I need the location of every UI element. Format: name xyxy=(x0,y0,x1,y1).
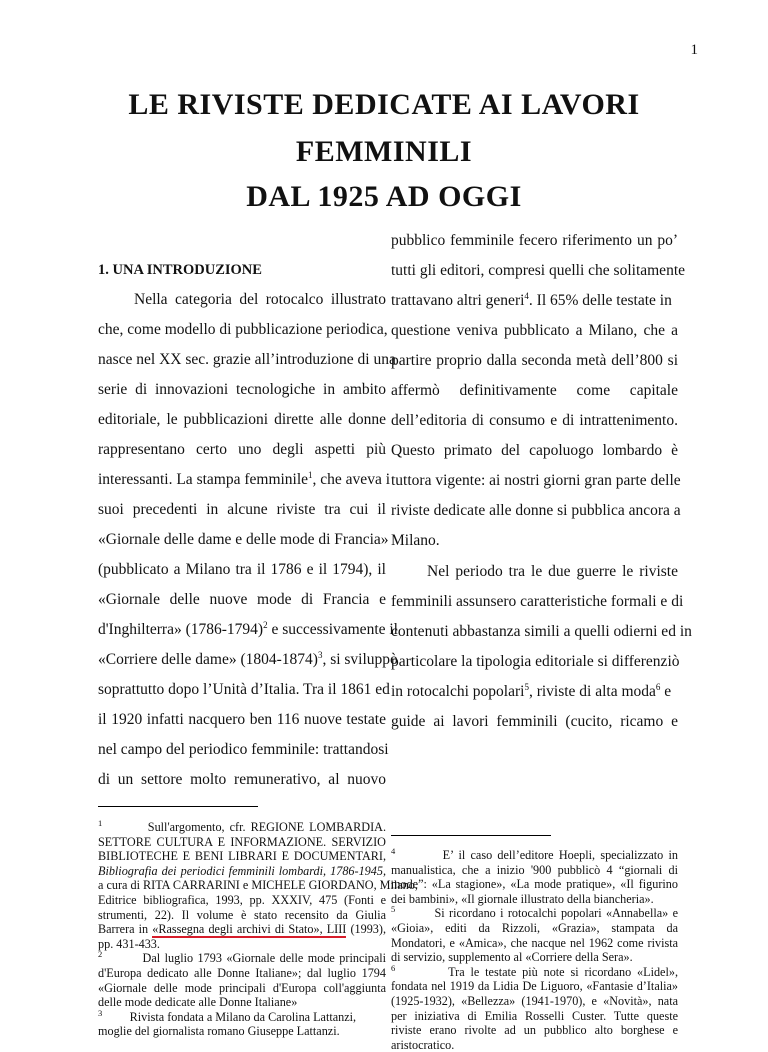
footnotes-left xyxy=(98,817,418,1039)
section-heading: 1. UNA INTRODUZIONE xyxy=(98,262,262,278)
footnote-mark: 6 xyxy=(391,962,396,973)
footnote-line: di servizio, supplemento al «Corriere della Sera». xyxy=(391,950,633,965)
body-line: in rotocalchi popolari$^5$, riviste di alta moda$^6$ e xyxy=(391,681,672,700)
footnote-line: $^1$ Sull'argomento, cfr. REGIONE LOMBARDIA. xyxy=(98,817,386,834)
footnote-line: $^2$ Dal luglio 1793 «Giornale delle mode principali xyxy=(98,949,387,966)
body-line: «Corriere delle dame» (1804-1874)$^3$, si sviluppò xyxy=(98,649,398,668)
body-line: soprattutto dopo l’Unità d’Italia. Tra il 1861 ed xyxy=(98,681,390,698)
body-line: riviste dedicate alle donne si pubblica ancora a xyxy=(391,502,681,519)
footnote-ref[interactable]: 2 xyxy=(263,619,268,630)
body-line: contenuti abbastanza simili a quelli odierni ed in xyxy=(391,623,692,640)
footnote-line: a cura di RITA CARRARINI e MICHELE GIORDANO, Milano, xyxy=(98,878,418,893)
footnote-mark: 1 xyxy=(98,817,103,828)
footnote-line: $^4$ E’ il caso dell’editore Hoepli, specializzato in xyxy=(391,845,679,862)
body-line: «Giornale delle nuove mode di Francia e xyxy=(98,591,386,608)
body-line: affermò definitivamente come capitale xyxy=(391,382,678,399)
footnote-mark: 3 xyxy=(98,1007,103,1018)
footnote-line: $^5$ Si ricordano i rotocalchi popolari «Annabella» e xyxy=(391,904,678,921)
body-line: tuttora vigente: ai nostri giorni gran parte delle xyxy=(391,472,681,489)
title-line-3: DAL 1925 AD OGGI xyxy=(246,180,522,213)
body-line: questione veniva pubblicato a Milano, che a xyxy=(391,322,678,339)
footnotes-right xyxy=(391,845,679,1052)
body-line: suoi precedenti in alcune riviste tra cui il xyxy=(98,501,386,518)
footnote-line: Editrice bibliografica, 1993, pp. XXXIV, 475 (Fonti e xyxy=(98,892,386,907)
body-line: tutti gli editori, compresi quelli che solitamente xyxy=(391,262,686,279)
title-line-2: FEMMINILI xyxy=(295,135,473,168)
footnote-line: (1925-1932), «Bellezza» (1941-1970), e «Novità», nata xyxy=(391,993,678,1008)
body-line: (pubblicato a Milano tra il 1786 e il 1794), il xyxy=(98,561,386,578)
body-line: rappresentano certo uno degli aspetti più xyxy=(98,441,386,458)
footnote-line: per iniziativa di Emilia Rosselli Custer. Tutte queste xyxy=(391,1008,678,1023)
footnote-mark: 2 xyxy=(98,949,103,960)
footnote-separator-right xyxy=(391,835,551,836)
body-line: dell’editoria di consumo e di intrattenimento. xyxy=(391,412,678,429)
footnote-line: mode”: «La stagione», «La mode pratique», «Il figurino xyxy=(391,877,678,892)
footnote-line: d'Europa dedicato alle Donne Italiane»; dal luglio 1794 xyxy=(98,965,386,980)
body-line: partire proprio dalla seconda metà dell’800 si xyxy=(391,352,678,369)
body-line: Nella categoria del rotocalco illustrato xyxy=(134,291,386,308)
body-line: d'Inghilterra» (1786-1794)$^2$ e successivamente il xyxy=(98,619,398,638)
body-line: pubblico femminile fecero riferimento un po’ xyxy=(391,232,678,249)
footnote-line: moglie del giornalista romano Giuseppe Lattanzi. xyxy=(98,1024,340,1039)
footnote-line: BIBLIOTECHE E BENI LIBRARI E DOCUMENTARI, xyxy=(98,849,386,864)
body-line: che, come modello di pubblicazione periodica, xyxy=(98,321,388,338)
body-line: guide ai lavori femminili (cucito, ricamo e xyxy=(391,713,678,730)
footnote-ref[interactable]: 3 xyxy=(317,649,323,660)
footnote-mark: 4 xyxy=(391,845,396,856)
footnote-line: «Gioia», editi da Rizzoli, «Grazia», stampata da xyxy=(391,920,678,935)
body-line: Questo primato del capoluogo lombardo è xyxy=(391,442,678,459)
footnote-separator-left xyxy=(98,806,258,807)
body-line: femminili assunsero caratteristiche formali e di xyxy=(391,593,684,610)
footnote-line: $^6$ Tra le testate più note si ricordano «Lidel», xyxy=(391,962,678,979)
footnote-ref[interactable]: 6 xyxy=(655,681,661,692)
footnote-ref[interactable]: 5 xyxy=(524,681,529,692)
footnote-line: «Giornale delle mode principali d'Europa coll'aggiunta xyxy=(98,980,386,995)
footnote-line: pp. 431-433. xyxy=(98,936,160,951)
footnote-line: riviste erano rivolte ad un pubblico alto borghese e xyxy=(391,1023,678,1038)
footnote-line: delle mode dedicate alle Donne Italiane» xyxy=(98,995,298,1010)
underlined-citation: «Rassegna degli archivi di Stato», LIII xyxy=(152,922,347,937)
footnote-line: SETTORE CULTURA E INFORMAZIONE. SERVIZIO xyxy=(98,834,386,849)
page-number: 1 xyxy=(690,42,698,58)
footnote-line: Barrera in «Rassegna degli archivi di Stato», LIII (1993), xyxy=(98,922,386,937)
footnote-ref[interactable]: 4 xyxy=(524,290,529,301)
body-line: editoriale, le pubblicazioni dirette alle donne xyxy=(98,411,386,428)
footnote-mark: 5 xyxy=(391,904,396,915)
footnote-line: fondata nel 1919 da Lidia De Liguoro, «Fantasie d’Italia» xyxy=(391,979,678,994)
footnote-line: $^3$ Rivista fondata a Milano da Carolina Lattanzi, xyxy=(98,1007,357,1024)
footnote-line: Mondatori, e «Amica», che nacque nel 1962 come rivista xyxy=(391,935,678,950)
title-line-1: LE RIVISTE DEDICATE AI LAVORI xyxy=(128,88,640,121)
footnote-ref[interactable]: 1 xyxy=(308,469,313,480)
footnote-line: dei bambini», «Il giornale illustrato della biancheria». xyxy=(391,891,654,906)
body-line: Nel periodo tra le due guerre le riviste xyxy=(427,563,678,580)
body-line: nasce nel XX sec. grazie all’introduzione di una xyxy=(98,351,396,368)
body-line: Milano. xyxy=(391,532,440,549)
footnote-line: Bibliografia dei periodici femminili lombardi, 1786-1945, xyxy=(98,863,386,878)
body-line: il 1920 infatti nacquero ben 116 nuove testate xyxy=(98,711,386,728)
footnote-line: aristocratico. xyxy=(391,1037,455,1052)
body-line: trattavano altri generi$^4$. Il 65% delle testate in xyxy=(391,290,672,309)
body-line: di un settore molto remunerativo, al nuovo xyxy=(98,771,386,788)
body-line: particolare la tipologia editoriale si differenziò xyxy=(391,653,680,670)
footnote-line: strumenti, 22). Il volume è stato recensito da Giulia xyxy=(98,907,386,922)
body-line: serie di innovazioni tecnologiche in ambito xyxy=(98,381,386,398)
body-line: nel campo del periodico femminile: trattandosi xyxy=(98,741,389,758)
footnote-line: manualistica, che a inizio '900 pubblicò 4 “giornali di xyxy=(391,862,678,877)
body-line: «Giornale delle dame e delle mode di Francia» xyxy=(98,531,389,548)
body-line: interessanti. La stampa femminile$^1$, che aveva i xyxy=(98,469,391,488)
